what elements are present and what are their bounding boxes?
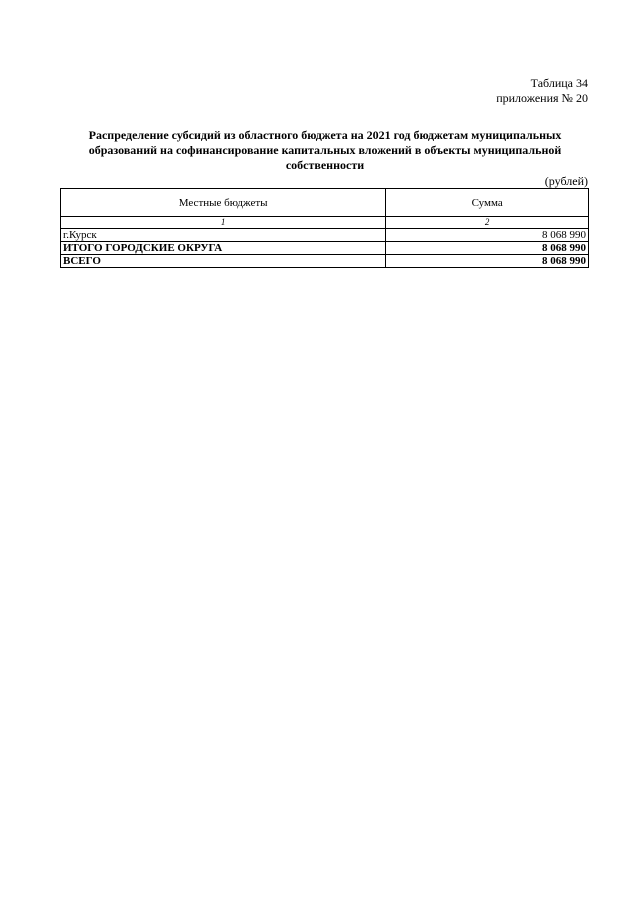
table-label: Таблица 34 xyxy=(530,76,588,90)
document-title xyxy=(60,128,590,173)
row-name: г.Курск xyxy=(61,229,386,242)
column-number-2: 2 xyxy=(386,217,589,229)
column-header-budgets: Местные бюджеты xyxy=(61,189,386,217)
title-line-3: собственности xyxy=(285,158,365,172)
row-amount: 8 068 990 xyxy=(386,255,589,268)
units-label: (рублей) xyxy=(544,174,588,188)
row-amount: 8 068 990 xyxy=(386,229,589,242)
table-row-subtotal xyxy=(61,242,589,255)
row-name: ИТОГО ГОРОДСКИЕ ОКРУГА xyxy=(61,242,386,255)
table-header-row xyxy=(61,189,589,217)
column-header-amount: Сумма xyxy=(386,189,589,217)
title-line-1: Распределение субсидий из областного бюджета на 2021 год бюджетам муниципальных xyxy=(88,128,562,142)
row-name: ВСЕГО xyxy=(61,255,386,268)
column-number-1: 1 xyxy=(61,217,386,229)
table-row-total xyxy=(61,255,589,268)
title-line-2: образований на софинансирование капитальных вложений в объекты муниципальной xyxy=(88,143,562,157)
appendix-label: приложения № 20 xyxy=(496,91,588,105)
table-reference xyxy=(496,76,588,106)
column-number-row xyxy=(61,217,589,229)
subsidy-table xyxy=(60,188,589,268)
row-amount: 8 068 990 xyxy=(386,242,589,255)
table-row xyxy=(61,229,589,242)
